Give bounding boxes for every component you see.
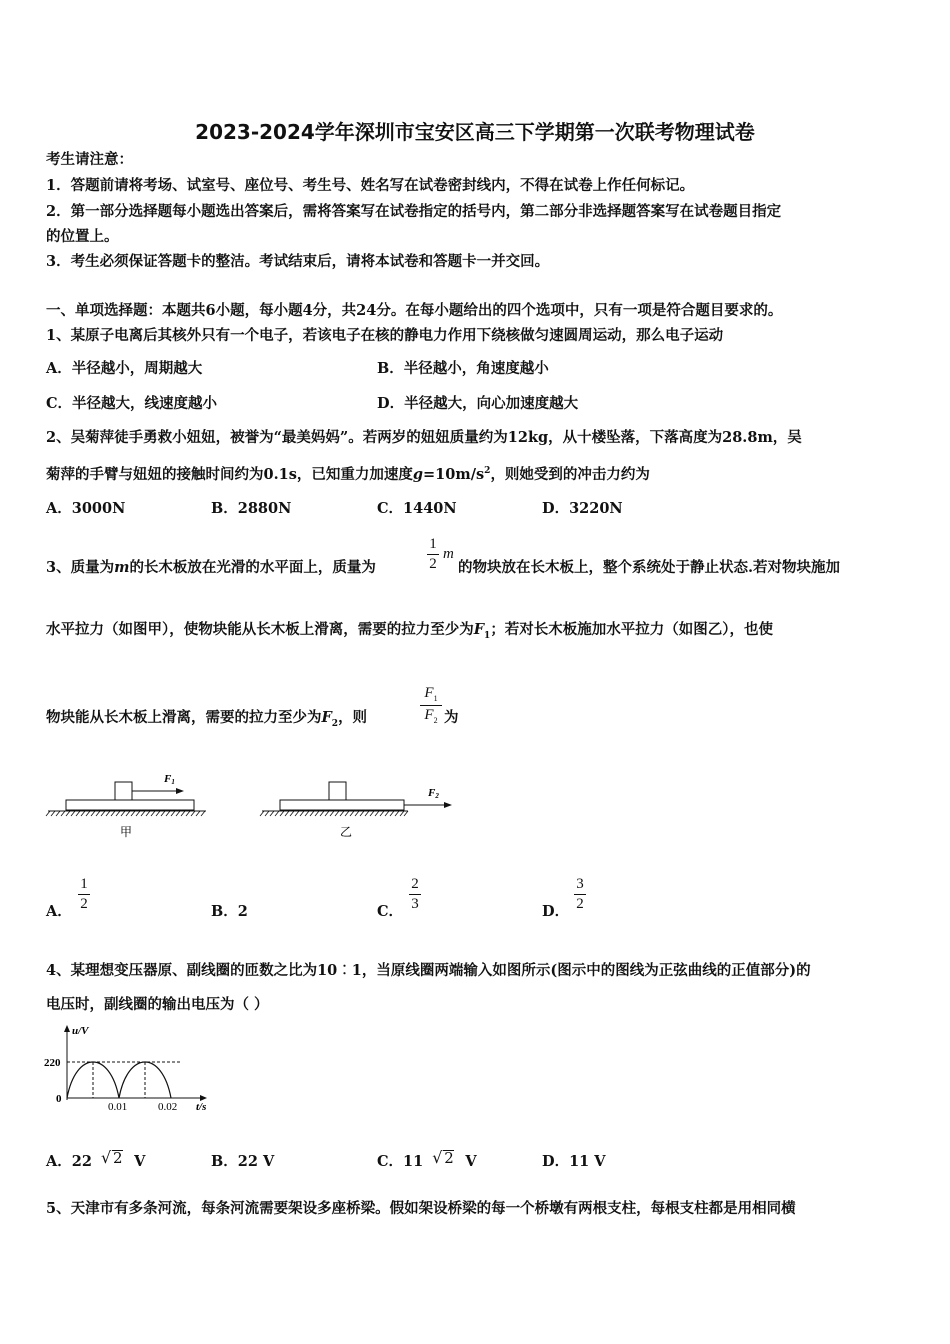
arrow-head (444, 802, 452, 808)
ground-hatch (260, 811, 408, 816)
block (329, 782, 346, 800)
q4-option-c[interactable]: C．11 √ 2 V (377, 1148, 477, 1170)
q3-ratio-fraction (420, 686, 442, 725)
question-3-line1a (46, 561, 376, 576)
block (115, 782, 132, 800)
q3-option-a-fraction: 1 2 (78, 877, 90, 912)
caption-jia: 甲 (120, 825, 133, 839)
q1-option-a[interactable]: A．半径越小，周期越大 (46, 360, 203, 377)
q3-option-b[interactable]: B．2 (211, 903, 248, 920)
q4-option-d[interactable]: D．11 V (542, 1153, 606, 1170)
x-tick-label: 0.02 (158, 1101, 178, 1113)
q2-option-d[interactable]: D．3220N (542, 500, 623, 517)
q3-l2-text-a: 水平拉力（如图甲），使物块能从长木板上滑离，需要的拉力至少为 (46, 621, 474, 638)
question-5-line1: 5、天津市有多条河流，每条河流需要架设多座桥梁。假如架设桥梁的每一个桥墩有两根支柱，每根支柱都是用相同横 (46, 1200, 796, 1217)
q3-option-a[interactable]: A． (46, 903, 72, 920)
frac-den: 2 (429, 556, 437, 572)
question-4-line2: 电压时，副线圈的输出电压为（ ） (46, 996, 269, 1013)
q2-text-a: 菊萍的手臂与妞妞的接触时间约为0.1s，已知重力加速度 (46, 465, 413, 483)
q3-f1: F (473, 621, 485, 638)
arrow-head (176, 788, 184, 794)
q3-f2: F (321, 709, 332, 726)
ground-hatch (46, 811, 205, 816)
question-3-line3a (46, 711, 367, 729)
question-3-line3b: 为 (444, 709, 459, 726)
q3-option-c-fraction: 2 3 (409, 877, 421, 912)
question-2-line2 (46, 467, 650, 482)
frac-num: 1 (429, 536, 437, 552)
q3-option-c[interactable]: C． (377, 903, 404, 920)
q2-sup: 2 (484, 466, 491, 476)
q3-frac-var: m (443, 546, 454, 562)
section-heading: 一、单项选择题：本题共6小题，每小题4分，共24分。在每小题给出的四个选项中，只有一项是符合题目要求的。 (46, 302, 783, 319)
question-3-line2 (46, 623, 773, 641)
q1-option-c[interactable]: C．半径越大，线速度越小 (46, 395, 218, 412)
q2-option-a[interactable]: A．3000N (46, 500, 126, 517)
notice-item: 的位置上。 (46, 228, 119, 245)
q3-m-symbol: m (114, 559, 130, 576)
q2-option-c[interactable]: C．1440N (377, 500, 457, 517)
q1-option-b[interactable]: B．半径越小，角速度越小 (377, 360, 549, 377)
y-axis-arrow (64, 1025, 70, 1032)
force-label: F2 (428, 787, 439, 800)
question-2-line1: 2、吴菊萍徒手勇救小妞妞，被誉为“最美妈妈”。若两岁的妞妞质量约为12kg，从十楼坠落，下落高度为28.8m，吴 (46, 429, 802, 446)
q2-option-b[interactable]: B．2880N (211, 500, 292, 517)
q3-f2-sub: 2 (331, 718, 339, 729)
q4-option-b[interactable]: B．22 V (211, 1153, 275, 1170)
q2-text-c: ，则她受到的冲击力约为 (490, 465, 650, 483)
q3-f1-sub: 1 (484, 630, 491, 641)
q3-l2-text-b: ；若对长木板施加水平拉力（如图乙），也使 (490, 621, 774, 638)
page-title: 2023-2024学年深圳市宝安区高三下学期第一次联考物理试卷 (195, 120, 755, 144)
board (66, 800, 194, 810)
q3-option-d-fraction: 3 2 (574, 877, 586, 912)
q3-half-fraction (427, 537, 439, 572)
board (280, 800, 404, 810)
origin-label: 0 (56, 1093, 62, 1105)
frac-bar (427, 554, 439, 555)
q4-option-a[interactable]: A．22 √ 2 V (46, 1148, 146, 1170)
y-tick-label: 220 (44, 1057, 61, 1069)
notice-item: 2．第一部分选择题每小题选出答案后，需将答案写在试卷指定的括号内，第二部分非选择题答案写在试卷题目指定 (46, 203, 782, 220)
ratio-den: $F_2$ (424, 707, 438, 725)
question-4-line1: 4、某理想变压器原、副线圈的匝数之比为10︰1，当原线圈两端输入如图所示(图示中的图线为正弦曲线的正值部分)的 (46, 962, 811, 979)
q2-g-symbol: g (412, 465, 424, 483)
q3-l3-text-a: 物块能从长木板上滑离，需要的拉力至少为 (46, 709, 322, 726)
q2-text-b: =10m/s (423, 465, 485, 483)
notice-item: 3．考生必须保证答题卡的整洁。考试结束后，请将本试卷和答题卡一并交回。 (46, 253, 550, 270)
question-3-line1b: 的物块放在长木板上，整个系统处于静止状态.若对物块施加 (458, 559, 841, 576)
voltage-graph (40, 1022, 220, 1118)
q3-text-a: 3、质量为 (46, 559, 115, 576)
figure-yi (258, 770, 458, 842)
figure-jia (44, 770, 214, 842)
question-1-stem: 1、某原子电离后其核外只有一个电子，若该电子在核的静电力作用下绕核做匀速圆周运动，那么电子运动 (46, 327, 724, 344)
x-axis-label: t/s (196, 1101, 207, 1113)
notice-item: 1．答题前请将考场、试室号、座位号、考生号、姓名写在试卷密封线内，不得在试卷上作任何标记。 (46, 177, 695, 194)
q3-text-b: 的长木板放在光滑的水平面上，质量为 (129, 559, 376, 576)
notice-heading: 考生请注意： (46, 151, 133, 168)
q1-option-d[interactable]: D．半径越大，向心加速度越大 (377, 395, 579, 412)
x-tick-label: 0.01 (108, 1101, 128, 1113)
ratio-num: $F_1$ (424, 685, 438, 703)
force-label: F1 (164, 773, 175, 786)
q3-l3-text-b: ，则 (338, 709, 368, 726)
caption-yi: 乙 (340, 825, 353, 839)
ratio-bar (420, 705, 442, 706)
q3-option-d[interactable]: D． (542, 903, 570, 920)
y-axis-label: u/V (72, 1025, 89, 1037)
